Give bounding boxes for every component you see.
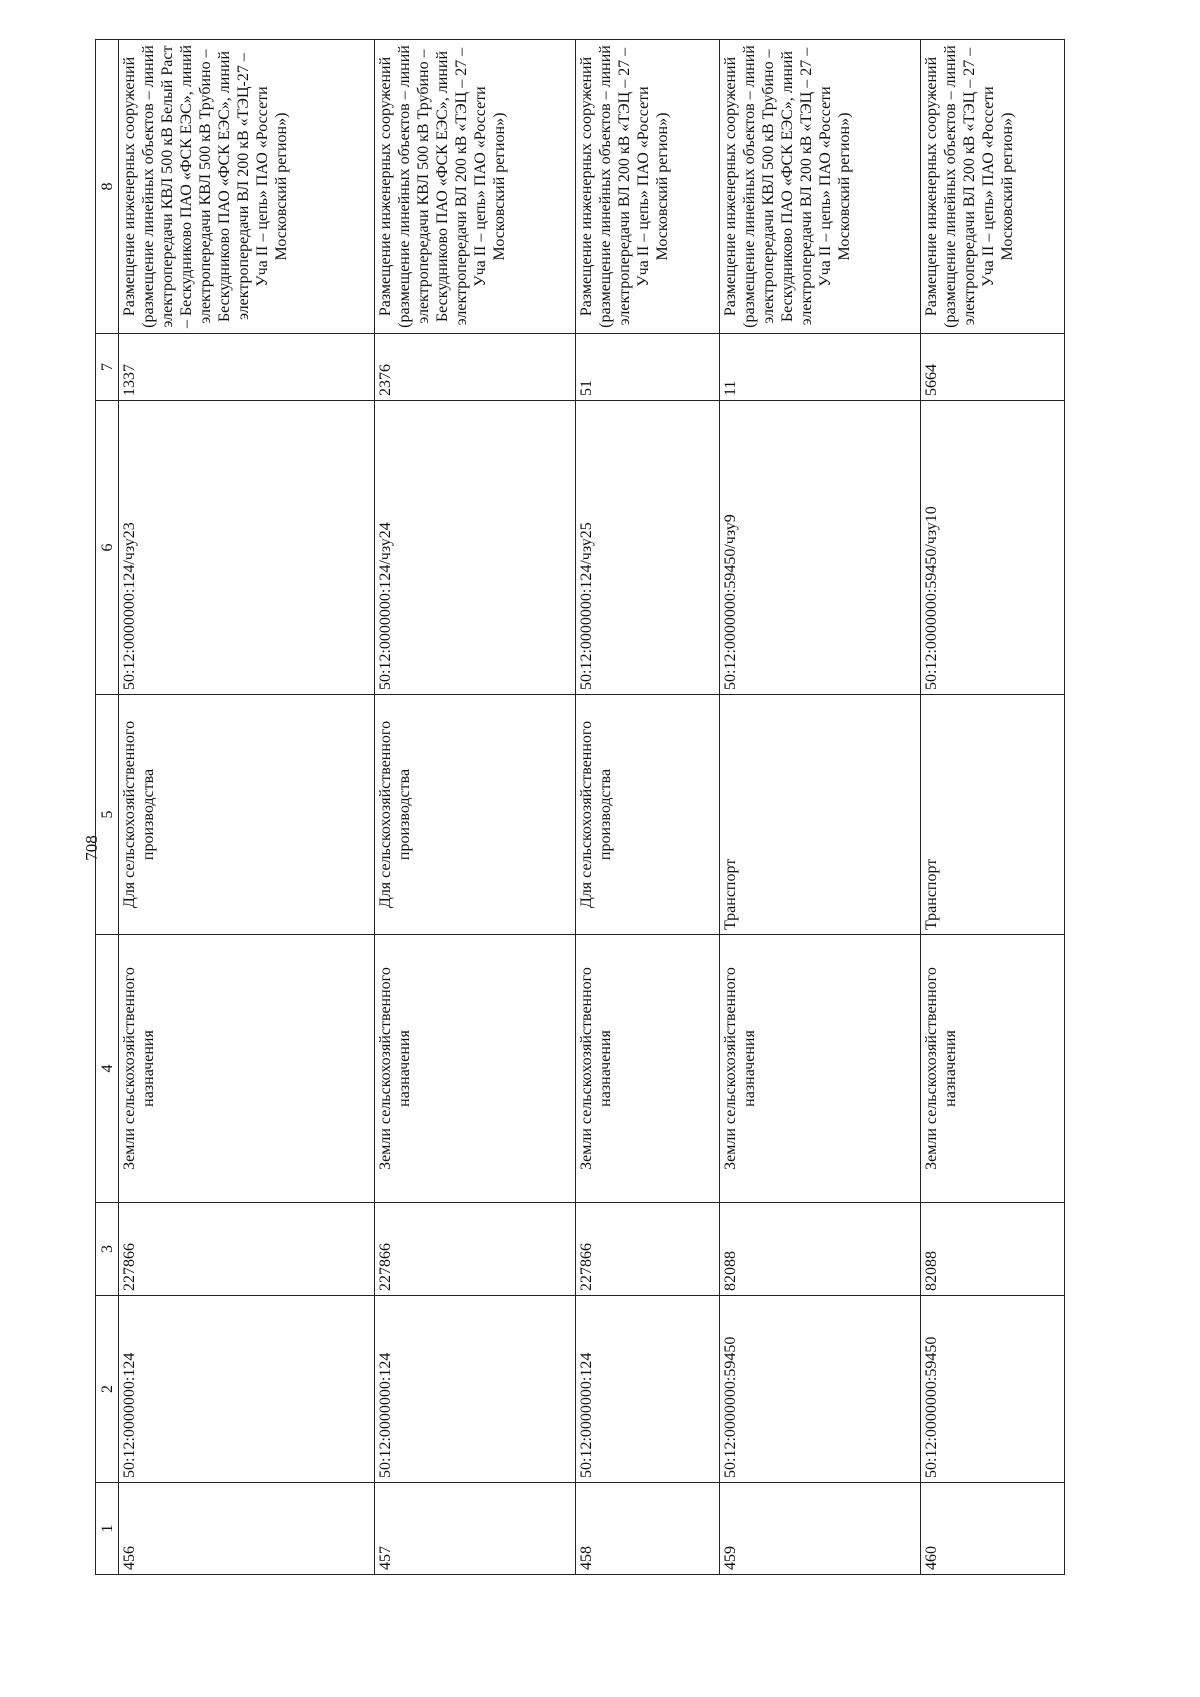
rotated-table-container bbox=[95, 40, 1065, 1575]
plot-part-area: 51 bbox=[575, 334, 719, 401]
table-header-row bbox=[96, 40, 119, 1575]
column-header: 6 bbox=[96, 401, 119, 695]
table-row bbox=[920, 40, 1064, 1575]
row-number: 457 bbox=[375, 1483, 575, 1575]
encumbrance-purpose: Размещение инженерных сооружений (размещение линейных объектов – линий электропередачи КВЛ 500 кВ Трубино – Бескудниково ПАО «ФСК ЕЭС», линий электропередачи ВЛ 200 кВ «ТЭЦ – 27 – Уча II – цепь» ПАО «Россети Московский регион») bbox=[375, 40, 575, 334]
row-number: 458 bbox=[575, 1483, 719, 1575]
row-number: 456 bbox=[119, 1483, 375, 1575]
plot-area: 82088 bbox=[720, 1203, 920, 1296]
land-registry-table bbox=[95, 39, 1065, 1575]
column-header: 2 bbox=[96, 1296, 119, 1483]
column-header: 5 bbox=[96, 695, 119, 935]
table-row bbox=[375, 40, 575, 1575]
cadastral-number: 50:12:0000000:124 bbox=[119, 1296, 375, 1483]
permitted-use: Транспорт bbox=[720, 695, 920, 935]
land-category: Земли сельскохозяйственного назначения bbox=[575, 935, 719, 1203]
column-header: 1 bbox=[96, 1483, 119, 1575]
plot-area: 82088 bbox=[920, 1203, 1064, 1296]
encumbrance-purpose: Размещение инженерных сооружений (размещение линейных объектов – линий электропередачи КВЛ 500 кВ Трубино – Бескудниково ПАО «ФСК ЕЭС», линий электропередачи ВЛ 200 кВ «ТЭЦ – 27 – Уча II – цепь» ПАО «Россети Московский регион») bbox=[720, 40, 920, 334]
plot-part-area: 2376 bbox=[375, 334, 575, 401]
land-category: Земли сельскохозяйственного назначения bbox=[119, 935, 375, 1203]
plot-part-id: 50:12:0000000:59450/чзу9 bbox=[720, 401, 920, 695]
table-row bbox=[119, 40, 375, 1575]
cadastral-number: 50:12:0000000:59450 bbox=[920, 1296, 1064, 1483]
plot-part-area: 5664 bbox=[920, 334, 1064, 401]
column-header: 8 bbox=[96, 40, 119, 334]
plot-part-id: 50:12:0000000:59450/чзу10 bbox=[920, 401, 1064, 695]
permitted-use: Для сельскохозяйственного производства bbox=[575, 695, 719, 935]
plot-part-id: 50:12:0000000:124/чзу24 bbox=[375, 401, 575, 695]
plot-part-area: 11 bbox=[720, 334, 920, 401]
permitted-use: Для сельскохозяйственного производства bbox=[375, 695, 575, 935]
cadastral-number: 50:12:0000000:124 bbox=[375, 1296, 575, 1483]
table-row bbox=[575, 40, 719, 1575]
cadastral-number: 50:12:0000000:59450 bbox=[720, 1296, 920, 1483]
row-number: 460 bbox=[920, 1483, 1064, 1575]
plot-part-id: 50:12:0000000:124/чзу25 bbox=[575, 401, 719, 695]
table-row bbox=[720, 40, 920, 1575]
plot-area: 227866 bbox=[575, 1203, 719, 1296]
land-category: Земли сельскохозяйственного назначения bbox=[920, 935, 1064, 1203]
row-number: 459 bbox=[720, 1483, 920, 1575]
encumbrance-purpose: Размещение инженерных сооружений (размещение линейных объектов – линий электропередачи КВЛ 500 кВ Белый Раст – Бескудниково ПАО «ФСК ЕЭС», линий электропередачи КВЛ 500 кВ Трубино – Бескудниково ПАО «ФСК ЕЭС», линий электропередачи ВЛ 200 кВ «ТЭЦ-27 – Уча II – цепь» ПАО «Россети Московский регион») bbox=[119, 40, 375, 334]
plot-area: 227866 bbox=[119, 1203, 375, 1296]
encumbrance-purpose: Размещение инженерных сооружений (размещение линейных объектов – линий электропередачи ВЛ 200 кВ «ТЭЦ – 27 – Уча II – цепь» ПАО «Россети Московский регион») bbox=[575, 40, 719, 334]
column-header: 7 bbox=[96, 334, 119, 401]
column-header: 3 bbox=[96, 1203, 119, 1296]
plot-part-id: 50:12:0000000:124/чзу23 bbox=[119, 401, 375, 695]
plot-area: 227866 bbox=[375, 1203, 575, 1296]
land-category: Земли сельскохозяйственного назначения bbox=[720, 935, 920, 1203]
permitted-use: Для сельскохозяйственного производства bbox=[119, 695, 375, 935]
encumbrance-purpose: Размещение инженерных сооружений (размещение линейных объектов – линий электропередачи ВЛ 200 кВ «ТЭЦ – 27 – Уча II – цепь» ПАО «Россети Московский регион») bbox=[920, 40, 1064, 334]
plot-part-area: 1337 bbox=[119, 334, 375, 401]
land-category: Земли сельскохозяйственного назначения bbox=[375, 935, 575, 1203]
page-number: 708 bbox=[82, 835, 101, 861]
permitted-use: Транспорт bbox=[920, 695, 1064, 935]
cadastral-number: 50:12:0000000:124 bbox=[575, 1296, 719, 1483]
column-header: 4 bbox=[96, 935, 119, 1203]
